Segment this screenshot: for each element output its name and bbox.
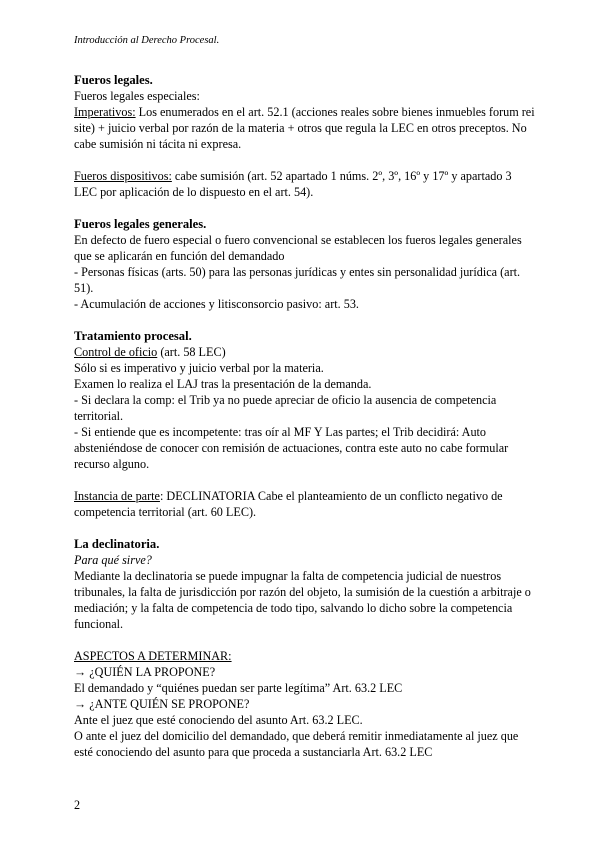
page-number: 2 (74, 798, 81, 812)
line-imperativo: Sólo si es imperativo y juicio verbal por la materia. (74, 361, 324, 375)
question-para-que-sirve: Para qué sirve? (74, 553, 152, 567)
paragraph-personas-fisicas: - Personas físicas (arts. 50) para las personas jurídicas y entes sin personalidad jurídica (art. 51). (74, 265, 521, 295)
paragraph-instancia-parte (74, 488, 536, 520)
label-instancia-parte: Instancia de parte (74, 489, 160, 503)
heading-fueros-legales: Fueros legales. (74, 73, 153, 87)
paragraph-defecto-fuero: En defecto de fuero especial o fuero convencional se establecen los fueros legales generales que se aplicarán en función del demandado (74, 233, 522, 263)
paragraph-control-oficio (74, 344, 536, 360)
heading-aspectos: ASPECTOS A DETERMINAR: (74, 649, 232, 663)
label-imperativos: Imperativos: (74, 105, 136, 119)
paragraph-declinatoria: Mediante la declinatoria se puede impugnar la falta de competencia judicial de nuestros tribunales, la falta de jurisdicción por razón del objeto, la sumisión de la cuestión a arbitraje o mediación; y la falta de competencia de todo tipo, salvando lo dicho sobre la competencia funcional. (74, 569, 531, 631)
subtitle-fueros-especiales: Fueros legales especiales: (74, 89, 200, 103)
line-declara-comp: - Si declara la comp: el Trib ya no puede apreciar de oficio la ausencia de competencia territorial. (74, 393, 497, 423)
running-header: Introducción al Derecho Procesal. (74, 35, 220, 46)
answer-quien-propone: El demandado y “quiénes puedan ser parte legítima” Art. 63.2 LEC (74, 681, 403, 695)
heading-declinatoria: La declinatoria. (74, 537, 160, 551)
line-examen-laj: Examen lo realiza el LAJ tras la presentación de la demanda. (74, 377, 372, 391)
paragraph-acumulacion: - Acumulación de acciones y litisconsorcio pasivo: art. 53. (74, 297, 359, 311)
paragraph-imperativos (74, 104, 536, 152)
text-imperativos: Los enumerados en el art. 52.1 (acciones reales sobre bienes inmuebles forum rei site) + juicio verbal por razón de la materia + otros que regula la LEC en otros preceptos. No cabe sumisión ni tácita ni expresa. (74, 105, 535, 151)
text-instancia-parte: : DECLINATORIA Cabe el planteamiento de un conflicto negativo de competencia territorial (art. 60 LEC). (74, 489, 503, 519)
document-body (74, 72, 536, 760)
paragraph-dispositivos (74, 168, 536, 200)
label-dispositivos: Fueros dispositivos: (74, 169, 172, 183)
answer-domicilio-demandado: O ante el juez del domicilio del demandado, que deberá remitir inmediatamente al juez que esté conociendo del asunto para que proceda a sustanciarla Art. 63.2 LEC (74, 729, 519, 759)
answer-ante-juez: Ante el juez que esté conociendo del asunto Art. 63.2 LEC. (74, 713, 363, 727)
text-control-oficio: (art. 58 LEC) (157, 345, 226, 359)
text-dispositivos: cabe sumisión (art. 52 apartado 1 núms. 2º, 3º, 16º y 17º y apartado 3 LEC por aplicación de lo dispuesto en el art. 54). (74, 169, 512, 199)
heading-fueros-generales: Fueros legales generales. (74, 217, 207, 231)
heading-tratamiento-procesal: Tratamiento procesal. (74, 329, 192, 343)
question-ante-quien: → ¿ANTE QUIÉN SE PROPONE? (74, 697, 250, 711)
question-quien-propone: → ¿QUIÉN LA PROPONE? (74, 665, 216, 679)
label-control-oficio: Control de oficio (74, 345, 158, 359)
line-incompetente: - Si entiende que es incompetente: tras oír al MF Y Las partes; el Trib decidirá: Auto absteniéndose de conocer con remisión de actuaciones, contra este auto no cabe formular recurso alguno. (74, 425, 509, 471)
